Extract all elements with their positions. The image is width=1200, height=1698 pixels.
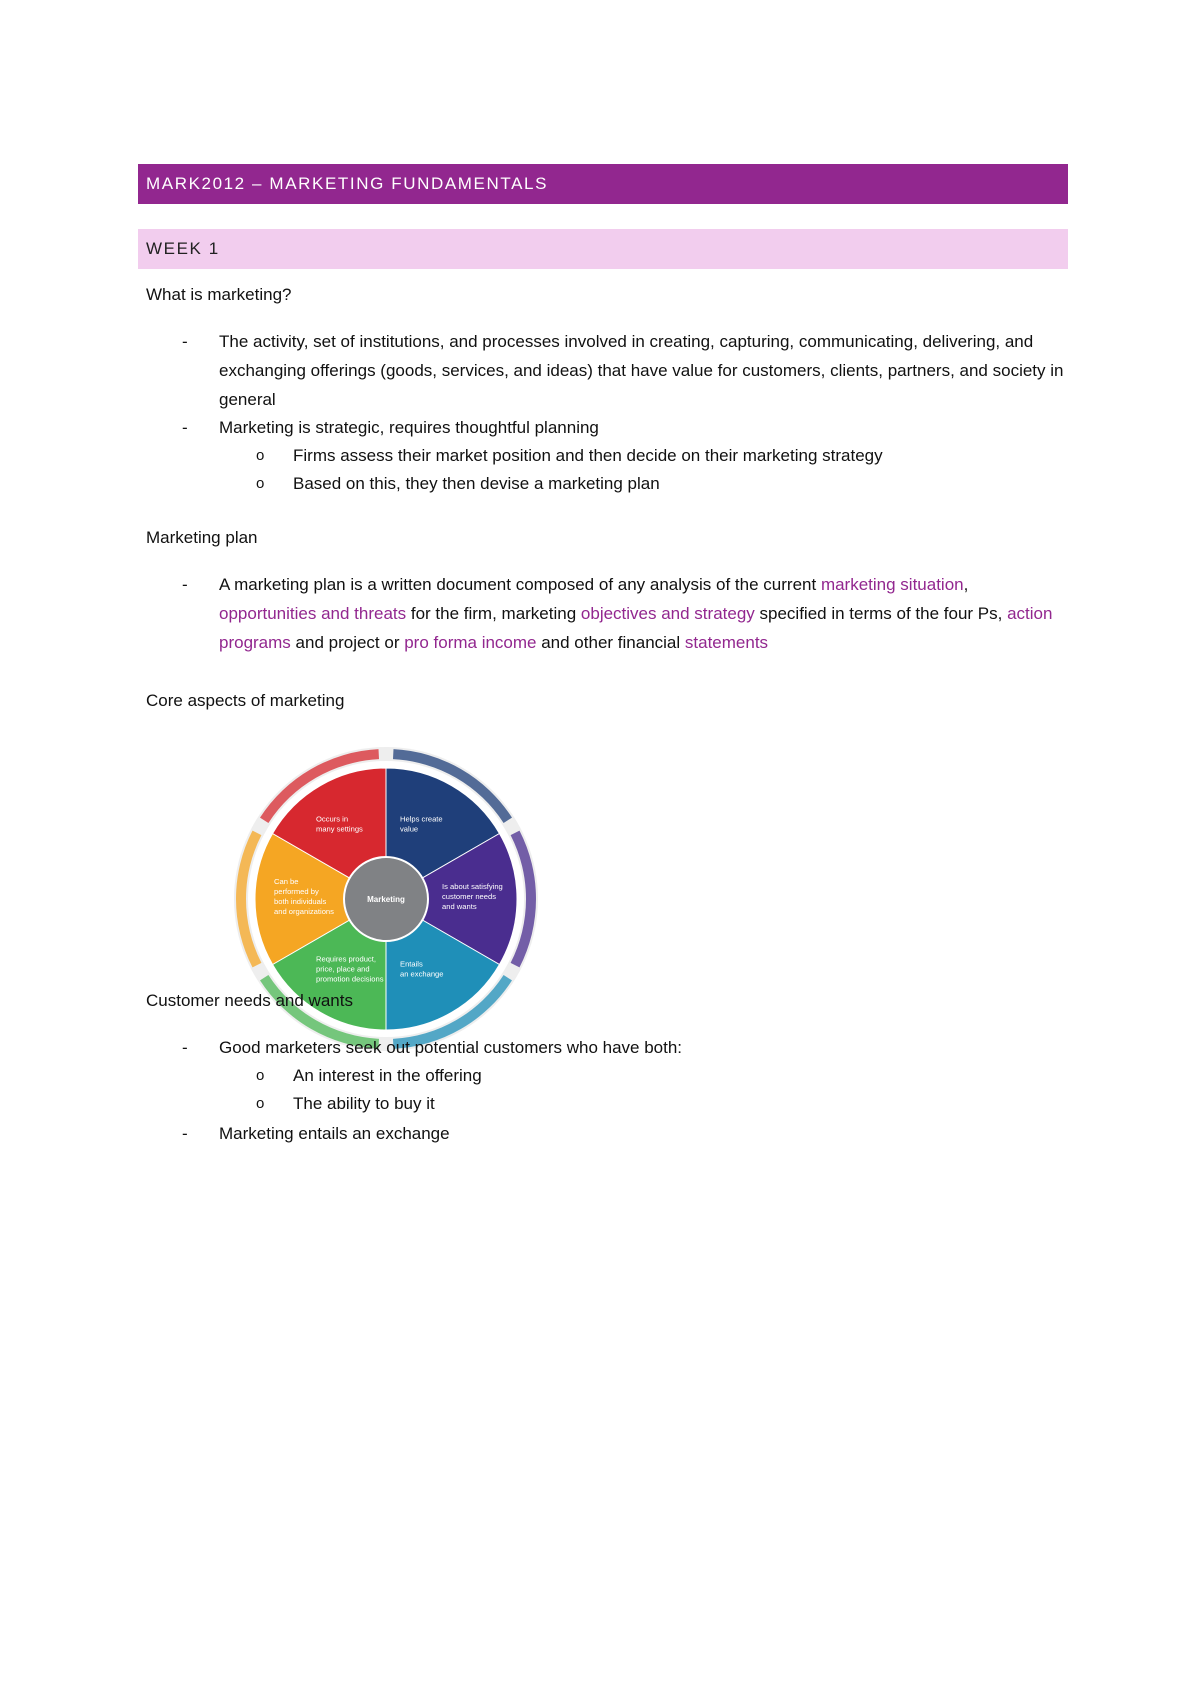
- wheel-segment-label: Can be: [274, 877, 299, 886]
- wheel-segment-label: Is about satisfying: [442, 882, 503, 891]
- wheel-segment-label: an exchange: [400, 969, 444, 979]
- dash-bullet: -: [182, 1124, 188, 1143]
- wheel-segment-label: value: [400, 824, 419, 834]
- circle-bullet: o: [256, 447, 265, 464]
- wheel-segment-label: and wants: [442, 902, 477, 911]
- bullet-text: Good marketers seek out potential customers who have both:: [219, 1038, 683, 1057]
- bullet-text: Marketing is strategic, requires thoughtful planning: [219, 418, 599, 437]
- heading-marketing-plan: Marketing plan: [146, 528, 258, 547]
- wheel-segment-label: performed by: [274, 887, 319, 896]
- highlight-term: opportunities and threats: [219, 604, 407, 623]
- bullet-text: The activity, set of institutions, and processes involved in creating, capturing, communicating, delivering, and exchanging offerings (goods, services, and ideas) that have value for customers, clients, partners, and society in general: [219, 332, 1064, 409]
- wheel-center-label: Marketing: [367, 895, 405, 904]
- highlight-term: statements: [684, 633, 769, 652]
- circle-bullet: o: [256, 1095, 265, 1112]
- sub-bullet-text: Based on this, they then devise a marketing plan: [293, 474, 660, 493]
- highlight-term: objectives and strategy: [580, 604, 755, 623]
- heading-core-aspects: Core aspects of marketing: [146, 691, 345, 710]
- plain-text: for the firm, marketing: [406, 604, 581, 623]
- wheel-segment-label: many settings: [316, 824, 363, 834]
- highlight-term: pro forma income: [404, 633, 537, 652]
- plain-text: specified in terms of the four Ps,: [754, 604, 1008, 623]
- wheel-segment-label: promotion decisions: [316, 974, 384, 984]
- week-banner: WEEK 1: [138, 229, 1068, 269]
- heading-what-is-marketing: What is marketing?: [146, 285, 292, 304]
- wheel-segment-label: both individuals: [274, 897, 327, 906]
- bullet-text: Marketing entails an exchange: [219, 1124, 450, 1143]
- circle-bullet: o: [256, 475, 265, 492]
- plain-text: ,: [963, 575, 969, 594]
- plain-text: and project or: [290, 633, 405, 652]
- bullet-text: [219, 570, 1069, 657]
- heading-customer-needs: Customer needs and wants: [146, 991, 353, 1010]
- plain-text: and other financial: [536, 633, 685, 652]
- sub-bullet-text: An interest in the offering: [293, 1066, 482, 1085]
- dash-bullet: -: [182, 332, 188, 351]
- wheel-segment-label: Entails: [400, 959, 423, 969]
- wheel-segment-label: customer needs: [442, 892, 497, 901]
- circle-bullet: o: [256, 1067, 265, 1084]
- sub-bullet-text: The ability to buy it: [293, 1094, 435, 1113]
- plain-text: A marketing plan is a written document composed of any analysis of the current: [219, 575, 821, 594]
- wheel-segment-label: price, place and: [316, 964, 370, 974]
- wheel-segment-label: Occurs in: [316, 814, 349, 824]
- highlight-term: marketing situation: [820, 575, 964, 594]
- dash-bullet: -: [182, 1038, 188, 1057]
- course-title-banner: MARK2012 – MARKETING FUNDAMENTALS: [138, 164, 1068, 204]
- sub-bullet-text: Firms assess their market position and then decide on their marketing strategy: [293, 446, 883, 465]
- highlight-term: action programs: [219, 604, 1053, 652]
- dash-bullet: -: [182, 575, 188, 594]
- wheel-segment-label: Helps create: [400, 814, 443, 824]
- wheel-segment-label: and organizations: [274, 907, 334, 916]
- dash-bullet: -: [182, 418, 188, 437]
- wheel-segment-label: Requires product,: [316, 954, 376, 964]
